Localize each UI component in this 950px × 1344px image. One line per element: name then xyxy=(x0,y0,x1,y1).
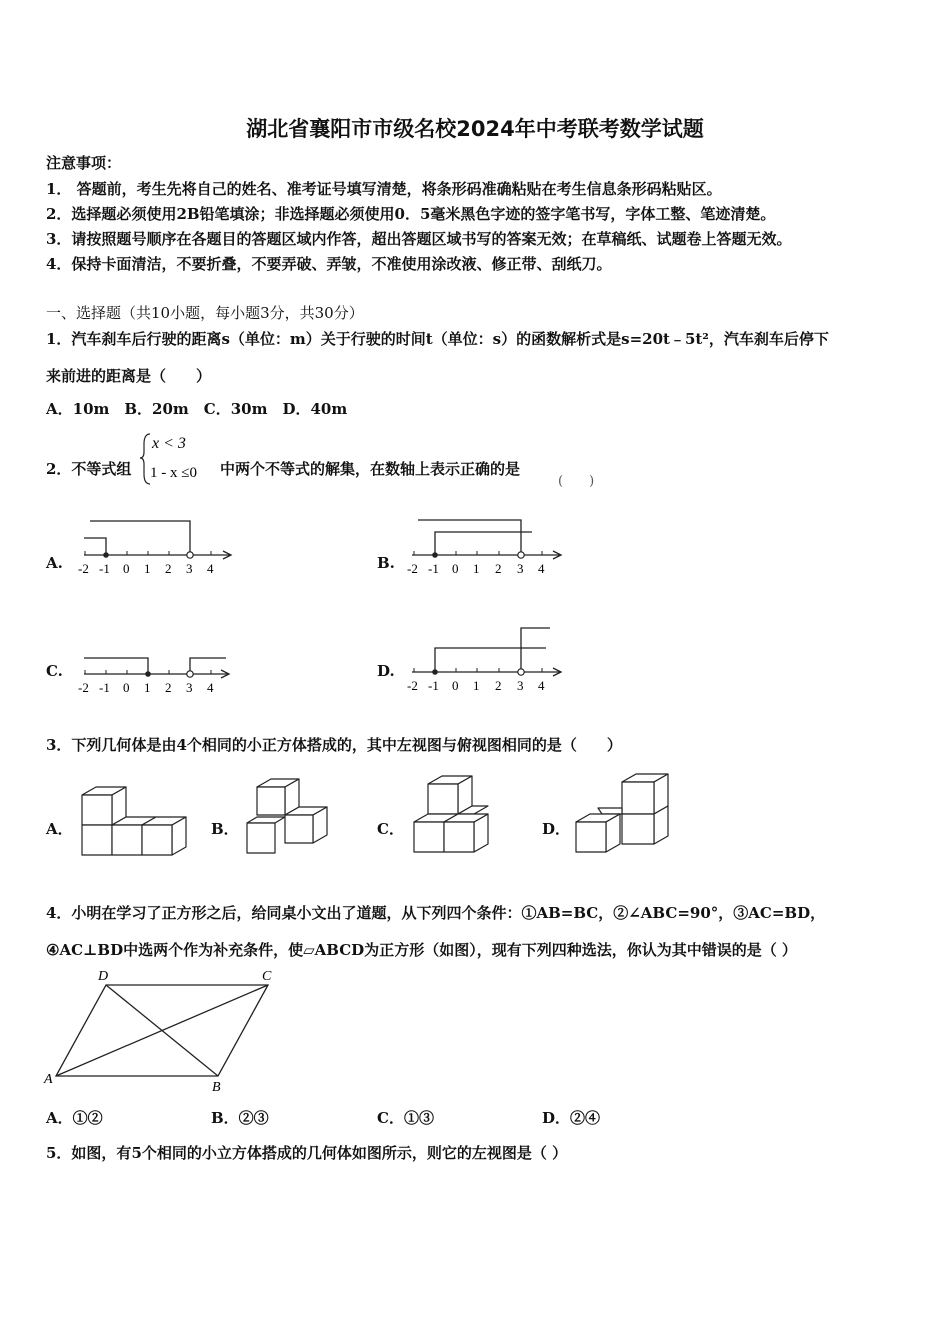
tick-label: 4 xyxy=(207,680,214,695)
tick-label: 0 xyxy=(452,561,459,576)
tick-label: -2 xyxy=(78,561,89,576)
q3-label-a: A． xyxy=(46,820,73,838)
tick-label: 1 xyxy=(144,561,151,576)
tick-label: 2 xyxy=(165,680,172,695)
q4-option-a: A．①② xyxy=(46,1109,103,1127)
tick-label: 3 xyxy=(517,561,524,576)
brace-icon xyxy=(140,434,150,484)
notice-item-2: 2．选择题必须使用2B铅笔填涂；非选择题必须使用0．5毫米黑色字迹的签字笔书写，字体工整、笔迹清楚。 xyxy=(46,205,776,223)
q2-label-c: C. xyxy=(46,662,63,680)
tick-label: 1 xyxy=(473,561,480,576)
q4-option-d: D．②④ xyxy=(542,1109,601,1127)
tick-label: 3 xyxy=(517,678,524,693)
tick-label: 3 xyxy=(186,680,193,695)
q2-label-b: B. xyxy=(377,554,395,572)
section-heading: 一、选择题（共10小题，每小题3分，共30分） xyxy=(46,304,364,322)
q4-option-b: B．②③ xyxy=(211,1109,269,1127)
tick-label: -2 xyxy=(407,561,418,576)
q2-prefix: 2．不等式组 xyxy=(46,460,132,478)
notice-item-1: 1． 答题前，考生先将自己的姓名、准考证号填写清楚，将条形码准确粘贴在考生信息条形码粘贴区。 xyxy=(46,180,722,198)
tick-label: 4 xyxy=(207,561,214,576)
q1-options: A．10m B．20m C．30m D．40m xyxy=(46,400,348,418)
q2-ineq-1: x < 3 xyxy=(152,435,186,452)
q3-stem: 3．下列几何体是由4个相同的小正方体搭成的，其中左视图与俯视图相同的是（ ） xyxy=(46,736,622,754)
q3-solid-d xyxy=(574,770,674,858)
q4-option-c: C．①③ xyxy=(377,1109,434,1127)
vertex-a: A xyxy=(44,1072,53,1087)
tick-label: -2 xyxy=(407,678,418,693)
q2-number-line-a xyxy=(70,510,240,582)
tick-label: 4 xyxy=(538,561,545,576)
vertex-c: C xyxy=(262,969,272,984)
q3-label-c: C． xyxy=(377,820,404,838)
q2-ineq-2: 1 - x ≤0 xyxy=(150,465,197,481)
q5-stem: 5．如图，有5个相同的小立方体搭成的几何体如图所示，则它的左视图是（ ） xyxy=(46,1144,568,1162)
tick-label: -1 xyxy=(99,561,110,576)
notice-heading: 注意事项： xyxy=(46,154,122,172)
q1-stem-line2: 来前进的距离是（ ） xyxy=(46,367,212,385)
q3-solid-a xyxy=(78,783,198,861)
vertex-d: D xyxy=(98,969,109,984)
q2-number-line-d xyxy=(400,620,570,702)
tick-label: 2 xyxy=(495,678,502,693)
notice-item-4: 4．保持卡面清洁，不要折叠，不要弄破、弄皱，不准使用涂改液、修正带、刮纸刀。 xyxy=(46,255,612,273)
q3-label-d: D． xyxy=(542,820,571,838)
tick-label: 3 xyxy=(186,561,193,576)
tick-label: 2 xyxy=(495,561,502,576)
q2-paren: ( ) xyxy=(558,474,595,489)
tick-label: 4 xyxy=(538,678,545,693)
tick-label: -1 xyxy=(99,680,110,695)
tick-label: 1 xyxy=(473,678,480,693)
tick-label: 0 xyxy=(123,680,130,695)
tick-label: 1 xyxy=(144,680,151,695)
q4-stem-line1: 4．小明在学习了正方形之后，给同桌小文出了道题，从下列四个条件：①AB=BC，②∠ABC=90°，③AC=BD， xyxy=(46,904,826,922)
q2-label-a: A. xyxy=(46,554,63,572)
tick-label: -1 xyxy=(428,561,439,576)
q1-stem-line1: 1．汽车刹车后行驶的距离s（单位：m）关于行驶的时间t（单位：s）的函数解析式是s=20t﹣5t²，汽车刹车后停下 xyxy=(46,330,829,348)
q3-solid-b xyxy=(243,775,333,859)
q2-suffix: 中两个不等式的解集，在数轴上表示正确的是 xyxy=(220,460,521,478)
q3-solid-c xyxy=(412,772,496,856)
q2-number-line-b xyxy=(400,510,570,582)
notice-item-3: 3．请按照题号顺序在各题目的答题区域内作答，超出答题区域书写的答案无效；在草稿纸、试题卷上答题无效。 xyxy=(46,230,792,248)
tick-label: -2 xyxy=(78,680,89,695)
q4-stem-line2: ④AC⊥BD中选两个作为补充条件，使▱ABCD为正方形（如图），现有下列四种选法，你认为其中错误的是（ ） xyxy=(46,941,797,959)
vertex-b: B xyxy=(212,1080,221,1095)
q2-label-d: D. xyxy=(377,662,395,680)
q3-label-b: B． xyxy=(211,820,239,838)
page-title: 湖北省襄阳市市级名校2024年中考联考数学试题 xyxy=(246,117,704,141)
q2-inequality-system xyxy=(140,430,220,486)
tick-label: -1 xyxy=(428,678,439,693)
tick-label: 2 xyxy=(165,561,172,576)
q4-parallelogram-figure xyxy=(40,965,290,1095)
tick-label: 0 xyxy=(123,561,130,576)
q2-number-line-c xyxy=(70,630,240,702)
tick-label: 0 xyxy=(452,678,459,693)
